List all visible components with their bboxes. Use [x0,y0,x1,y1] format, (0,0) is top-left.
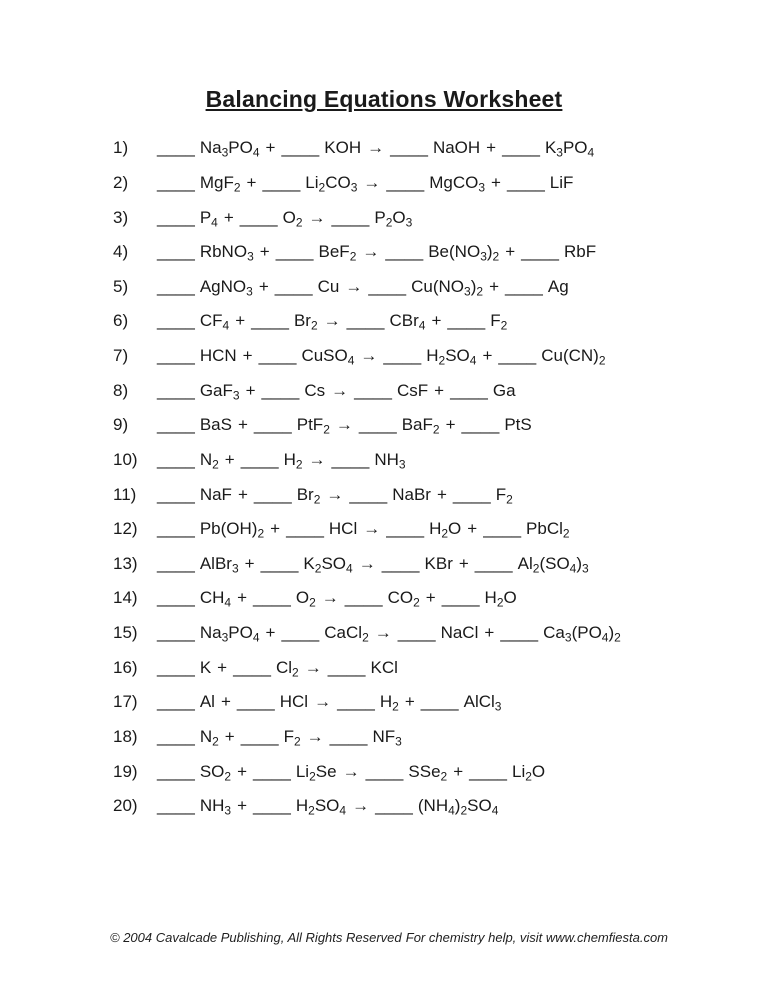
chemical-formula: LiF [549,172,574,192]
coefficient-blank: ____ [240,726,279,746]
equation-row [0,754,768,789]
equation-body [157,658,398,678]
equation-body [157,173,573,193]
coefficient-blank: ____ [157,692,195,712]
chemical-formula: MgCO$_3$ [429,172,486,195]
coefficient-blank: ____ [331,449,370,469]
arrow-icon: → [345,276,363,296]
chemical-formula: RbNO$_3$ [199,242,254,264]
coefficient-blank: ____ [157,311,195,331]
equation-row [0,789,768,824]
equation-body [157,623,621,643]
footer [0,930,768,945]
coefficient-blank: ____ [383,346,422,366]
chemical-formula: NaCl [440,623,479,643]
equation-row [0,270,768,305]
chemical-formula: $F_2$ [495,484,513,507]
chemical-formula: NaBr [392,484,431,504]
coefficient-blank: ____ [157,242,195,262]
equation-number: 14) [113,588,138,608]
equation-row [0,339,768,374]
plus-operator: + [482,346,493,366]
coefficient-blank: ____ [452,484,491,504]
coefficient-blank: ____ [275,242,314,262]
plus-operator: + [436,484,447,504]
equation-number: 7) [113,346,129,366]
coefficient-blank: ____ [281,138,320,158]
coefficient-blank: ____ [253,415,292,435]
plus-operator: + [220,692,231,712]
coefficient-blank: ____ [157,207,195,227]
plus-operator: + [237,796,248,816]
chemical-formula: $Br_2$ [296,484,321,507]
coefficient-blank: ____ [397,623,436,643]
coefficient-blank: ____ [261,380,300,400]
chemical-formula: $Ca_3(PO_4)_2$ [543,623,621,645]
arrow-icon: → [363,519,381,539]
plus-operator: + [505,242,516,262]
chemical-formula: CBr$_4$ [389,311,426,333]
equation-number: 20) [113,796,138,816]
equation-body [157,208,412,228]
equation-row [0,512,768,547]
equation-number: 2) [113,172,129,192]
arrow-icon: → [362,242,380,262]
equation-number: 4) [113,242,129,262]
coefficient-blank: ____ [327,657,366,677]
equation-number: 8) [113,380,129,400]
plus-operator: + [259,242,270,262]
plus-operator: + [434,380,445,400]
coefficient-blank: ____ [157,623,195,643]
chemical-formula: $H_2SO_4$ [295,796,347,818]
coefficient-blank: ____ [474,553,513,573]
equation-row [0,235,768,270]
plus-operator: + [431,311,442,331]
equation-number: 11) [113,484,137,504]
plus-operator: + [246,172,257,192]
chemical-formula: $Li_2O$ [511,761,546,784]
coefficient-blank: ____ [337,692,375,712]
arrow-icon: → [374,623,392,643]
coefficient-blank: ____ [157,138,195,158]
equation-row [0,581,768,616]
coefficient-blank: ____ [253,588,291,608]
chemical-formula: KOH [324,138,362,158]
equation-row [0,131,768,166]
arrow-icon: → [326,484,344,504]
equation-list [0,131,768,824]
chemical-formula: $SO_2$ [199,761,232,784]
arrow-icon: → [308,449,326,469]
equation-row [0,477,768,512]
equation-number: 1) [113,138,129,158]
equation-body [157,554,589,574]
equation-row [0,650,768,685]
coefficient-blank: ____ [447,311,486,331]
chemical-formula: BaS [199,415,232,435]
equation-body [157,485,513,505]
coefficient-blank: ____ [358,415,397,435]
chemical-formula: $F_2$ [283,726,301,749]
coefficient-blank: ____ [262,172,301,192]
page-title: Balancing Equations Worksheet [205,86,563,112]
chemical-formula: $Cl_2$ [275,657,299,680]
equation-number: 6) [113,311,129,331]
equation-number: 18) [113,726,138,746]
equation-number: 9) [113,415,129,435]
equation-body [157,346,606,366]
equation-row [0,373,768,408]
coefficient-blank: ____ [506,172,545,192]
arrow-icon: → [360,346,378,366]
equation-body [157,381,516,401]
equation-row [0,547,768,582]
plus-operator: + [458,553,469,573]
arrow-icon: → [335,415,353,435]
coefficient-blank: ____ [505,276,543,296]
coefficient-blank: ____ [344,588,383,608]
equation-number: 3) [113,207,129,227]
equation-body [157,242,596,262]
chemical-formula: $NH_3$ [374,449,406,472]
arrow-icon: → [304,657,322,677]
chemical-formula: $Cu(NO_3)_2$ [411,276,484,299]
plus-operator: + [491,172,501,192]
chemical-formula: $Na_3PO_4$ [199,138,260,160]
arrow-icon: → [308,207,326,227]
chemical-formula: Al [199,692,215,712]
coefficient-blank: ____ [157,380,195,400]
chemical-formula: $Pb(OH)_2$ [199,519,265,541]
coefficient-blank: ____ [281,623,320,643]
equation-body [157,415,532,435]
coefficient-blank: ____ [385,242,424,262]
chemical-formula: $CF_4$ [199,311,230,333]
coefficient-blank: ____ [258,346,297,366]
coefficient-blank: ____ [441,588,480,608]
chemical-formula: AlCl$_3$ [463,692,502,714]
equation-body [157,519,570,539]
chemical-formula: $H_2SO_4$ [426,346,477,368]
equation-row [0,443,768,478]
plus-operator: + [265,138,276,158]
coefficient-blank: ____ [346,311,385,331]
chemical-formula: $K_2SO_4$ [303,553,353,576]
coefficient-blank: ____ [354,380,392,400]
chemical-formula: BeF$_2$ [318,242,357,264]
arrow-icon: → [342,761,360,781]
coefficient-blank: ____ [253,796,291,816]
plus-operator: + [244,553,255,573]
coefficient-blank: ____ [502,138,540,158]
coefficient-blank: ____ [157,519,195,539]
coefficient-blank: ____ [157,172,195,192]
plus-operator: + [217,657,228,677]
equation-body [157,796,498,816]
plus-operator: + [453,761,464,781]
coefficient-blank: ____ [381,553,420,573]
arrow-icon: → [352,796,370,816]
chemical-formula: Ga [492,380,516,400]
chemical-formula: GaF$_3$ [199,380,240,403]
chemical-formula: $H_2O$ [429,519,462,541]
chemical-formula: $Be(NO_3)_2$ [428,242,500,264]
chemical-formula: $O_2$ [295,588,316,610]
plus-operator: + [258,276,269,296]
coefficient-blank: ____ [375,796,413,816]
chemical-formula: $Li_2Se$ [295,761,337,784]
chemical-formula: K [199,657,212,677]
chemical-formula: $Na_3PO_4$ [199,623,260,645]
chemical-formula: $CO_2$ [387,588,420,610]
help-text: For chemistry help, visit www.chemfiesta.com [405,929,668,945]
equation-row [0,304,768,339]
coefficient-blank: ____ [251,311,289,331]
equation-number: 16) [113,657,138,677]
chemical-formula: Cu [317,276,340,296]
chemical-formula: $K_3PO_4$ [544,138,595,160]
coefficient-blank: ____ [331,207,370,227]
equation-row [0,720,768,755]
equation-number: 15) [113,623,138,643]
coefficient-blank: ____ [368,276,407,296]
chemical-formula: $H_2O$ [484,588,517,610]
plus-operator: + [484,623,495,643]
chemical-formula: RbF [564,242,597,262]
equation-number: 19) [113,761,138,781]
coefficient-blank: ____ [157,484,195,504]
copyright-text: © 2004 Cavalcade Publishing, All Rights Reserved [110,929,402,945]
arrow-icon: → [323,311,341,331]
plus-operator: + [235,311,246,331]
chemical-formula: $Br_2$ [293,311,318,333]
chemical-formula: $Al_2(SO_4)_3$ [517,553,589,576]
coefficient-blank: ____ [157,588,195,608]
coefficient-blank: ____ [386,172,425,192]
arrow-icon: → [306,726,324,746]
equation-body [157,450,406,470]
coefficient-blank: ____ [390,138,428,158]
chemical-formula: $N_2$ [199,449,219,472]
plus-operator: + [489,276,500,296]
coefficient-blank: ____ [157,449,195,469]
chemical-formula: NaOH [432,138,481,158]
plus-operator: + [237,415,248,435]
equation-row [0,616,768,651]
chemical-formula: HCl [279,692,309,712]
chemical-formula: SSe$_2$ [408,761,448,784]
arrow-icon: → [321,588,339,608]
plus-operator: + [223,207,234,227]
equation-body [157,727,402,747]
chemical-formula: BaF$_2$ [401,415,440,437]
coefficient-blank: ____ [521,242,559,262]
coefficient-blank: ____ [253,484,292,504]
arrow-icon: → [314,692,332,712]
plus-operator: + [270,519,281,539]
chemical-formula: $NF_3$ [372,726,402,749]
chemical-formula: Cs [304,380,326,400]
plus-operator: + [486,138,497,158]
coefficient-blank: ____ [157,276,195,296]
chemical-formula: CuSO$_4$ [301,346,355,368]
equation-number: 13) [113,553,138,573]
coefficient-blank: ____ [236,692,275,712]
plus-operator: + [237,761,248,781]
coefficient-blank: ____ [365,761,404,781]
equation-body [157,692,501,712]
equation-row [0,166,768,201]
plus-operator: + [445,415,456,435]
arrow-icon: → [331,380,349,400]
chemical-formula: AlBr$_3$ [199,553,239,576]
chemical-formula: HCl [328,519,358,539]
chemical-formula: $P_2O_3$ [374,207,413,230]
chemical-formula: $P_4$ [199,207,218,230]
coefficient-blank: ____ [253,761,291,781]
plus-operator: + [245,380,256,400]
chemical-formula: HCN [199,346,237,366]
coefficient-blank: ____ [157,553,195,573]
plus-operator: + [224,449,235,469]
coefficient-blank: ____ [239,207,278,227]
equation-body [157,138,594,158]
coefficient-blank: ____ [461,415,500,435]
coefficient-blank: ____ [483,519,522,539]
equation-body [157,277,569,297]
chemical-formula: $NH_3$ [199,796,232,818]
chemical-formula: PbCl$_2$ [526,519,570,541]
plus-operator: + [242,346,253,366]
chemical-formula: $O_2$ [282,207,303,230]
equation-row [0,685,768,720]
arrow-icon: → [358,553,376,573]
plus-operator: + [404,692,415,712]
coefficient-blank: ____ [157,657,195,677]
plus-operator: + [224,726,235,746]
coefficient-blank: ____ [233,657,271,677]
arrow-icon: → [363,172,381,192]
chemical-formula: $F_2$ [490,311,508,333]
coefficient-blank: ____ [157,346,195,366]
coefficient-blank: ____ [240,449,279,469]
plus-operator: + [425,588,436,608]
coefficient-blank: ____ [420,692,459,712]
plus-operator: + [265,623,276,643]
coefficient-blank: ____ [450,380,488,400]
coefficient-blank: ____ [157,415,195,435]
coefficient-blank: ____ [329,726,368,746]
chemical-formula: $(NH_4)_2SO_4$ [417,796,499,818]
chemical-formula: $H_2$ [283,449,303,472]
equation-body [157,311,507,331]
plus-operator: + [467,519,478,539]
equation-number: 12) [113,519,138,539]
plus-operator: + [237,484,248,504]
chemical-formula: $Cu(CN)_2$ [541,346,606,368]
coefficient-blank: ____ [469,761,507,781]
chemical-formula: Ag [547,276,569,296]
chemical-formula: NaF [199,484,232,504]
coefficient-blank: ____ [500,623,539,643]
coefficient-blank: ____ [260,553,299,573]
chemical-formula: MgF$_2$ [199,172,241,195]
arrow-icon: → [367,138,385,158]
equation-number: 5) [113,276,129,296]
coefficient-blank: ____ [386,519,425,539]
coefficient-blank: ____ [498,346,537,366]
chemical-formula: AgNO$_3$ [199,276,253,299]
coefficient-blank: ____ [157,761,195,781]
chemical-formula: $H_2$ [379,692,399,714]
chemical-formula: $Li_2CO_3$ [305,172,358,195]
coefficient-blank: ____ [157,796,195,816]
equation-body [157,762,545,782]
chemical-formula: CsF [396,380,429,400]
chemical-formula: CaCl$_2$ [324,623,369,645]
coefficient-blank: ____ [349,484,388,504]
equation-number: 17) [113,692,138,712]
chemical-formula: $CH_4$ [199,588,232,610]
chemical-formula: KBr [424,553,453,573]
chemical-formula: $N_2$ [199,726,219,749]
equation-row [0,200,768,235]
chemical-formula: PtF$_2$ [296,415,330,437]
coefficient-blank: ____ [286,519,324,539]
chemical-formula: KCl [370,657,398,677]
equation-number: 10) [113,449,138,469]
equation-body [157,588,517,608]
coefficient-blank: ____ [274,276,313,296]
equation-row [0,408,768,443]
coefficient-blank: ____ [157,726,195,746]
plus-operator: + [237,588,248,608]
chemical-formula: PtS [504,415,532,435]
